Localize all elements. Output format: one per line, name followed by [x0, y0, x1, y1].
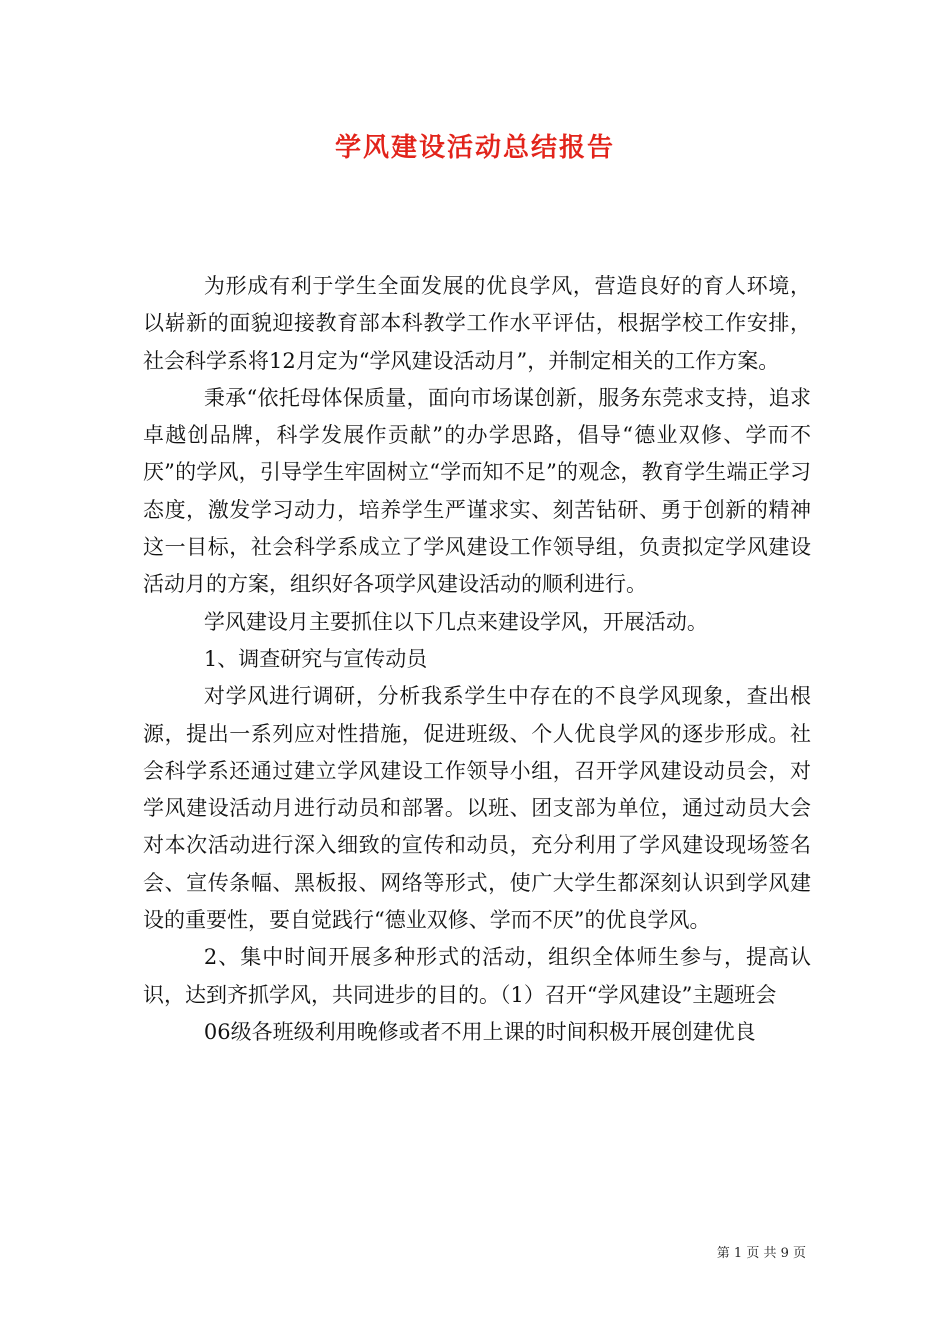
document-title: 学风建设活动总结报告 [334, 133, 615, 163]
paragraph-activities: 2、集中时间开展多种形式的活动，组织全体师生参与，提高认识，达到齐抓学风，共同进步的目的。（1）召开“学风建设”主题班会 [143, 945, 811, 1007]
section-heading-1: 1、调查研究与宣传动员 [203, 646, 428, 671]
paragraph-intro: 为形成有利于学生全面发展的优良学风，营造良好的育人环境，以崭新的面貌迎接教育部本科教学工作水平评估，根据学校工作安排，社会科学系将12月定为“学风建设活动月”，并制定相关的工作方案。 [143, 274, 811, 373]
paragraph-classes: 06级各班级利用晚修或者不用上课的时间积极开展创建优良 [203, 1019, 756, 1044]
document-body [143, 268, 811, 1051]
paragraph-overview: 学风建设月主要抓住以下几点来建设学风，开展活动。 [203, 609, 708, 634]
page-number: 第 1 页 共 9 页 [716, 1246, 806, 1261]
paragraph-philosophy: 秉承“依托母体保质量，面向市场谋创新，服务东莞求支持，追求卓越创品牌，科学发展作贡献”的办学思路，倡导“德业双修、学而不厌”的学风，引导学生牢固树立“学而知不足”的观念，教育学生端正学习态度，激发学习动力，培养学生严谨求实、刻苦钻研、勇于创新的精神这一目标，社会科学系成立了学风建设工作领导组，负责拟定学风建设活动月的方案，组织好各项学风建设活动的顺利进行。 [143, 385, 811, 597]
paragraph-research: 对学风进行调研，分析我系学生中存在的不良学风现象，查出根源，提出一系列应对性措施，促进班级、个人优良学风的逐步形成。社会科学系还通过建立学风建设工作领导小组，召开学风建设动员会，对学风建设活动月进行动员和部署。以班、团支部为单位，通过动员大会对本次活动进行深入细致的宣传和动员，充分利用了学风建设现场签名会、宣传条幅、黑板报、网络等形式，使广大学生都深刻认识到学风建设的重要性，要自觉践行“德业双修、学而不厌”的优良学风。 [143, 684, 811, 933]
